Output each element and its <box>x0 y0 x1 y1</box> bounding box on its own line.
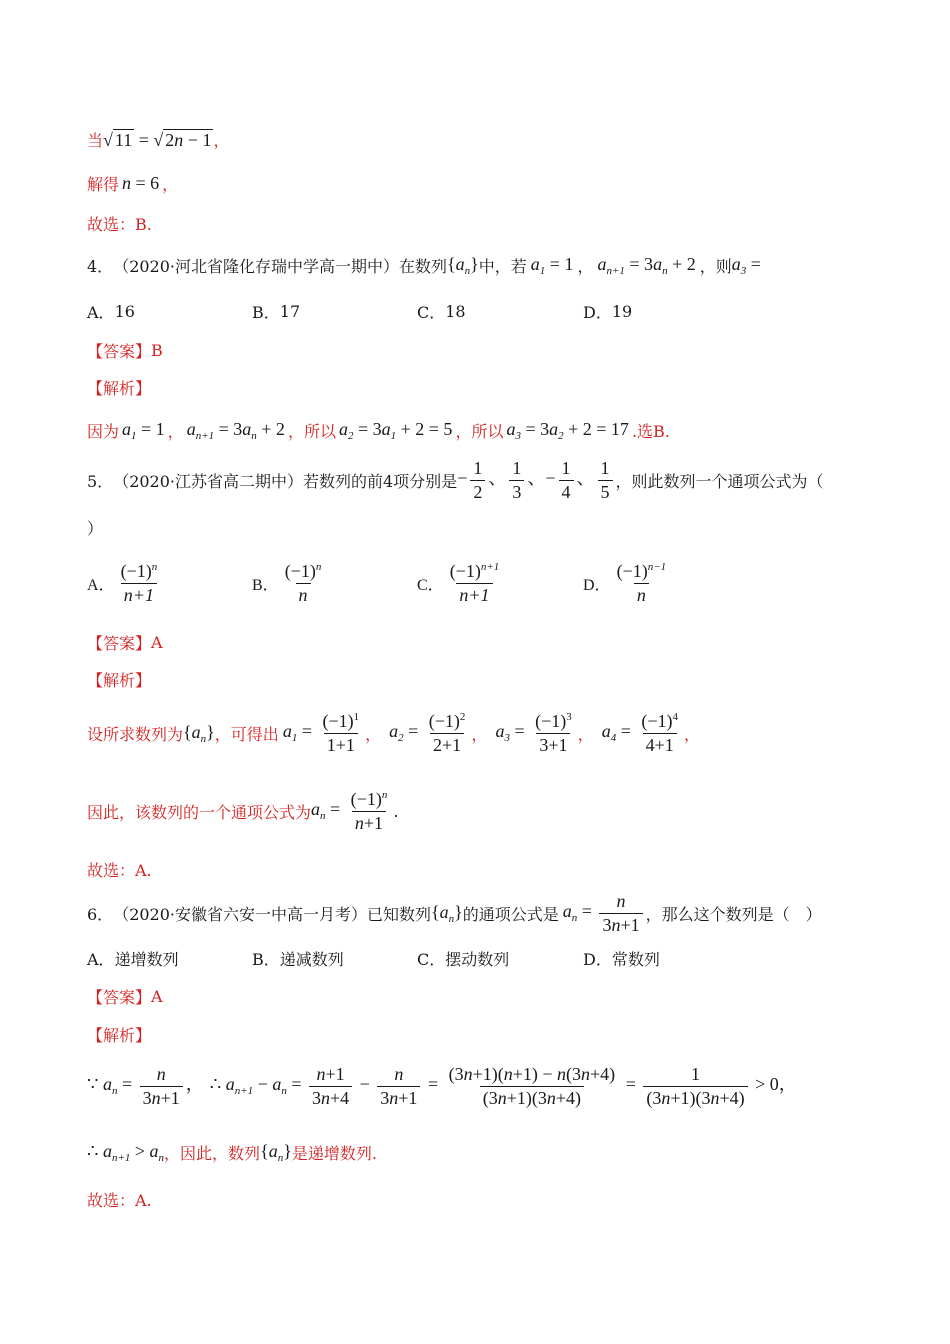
q4-stem: 4． （2020·河北省隆化存瑞中学高一期中）在数列 $\{a_n\}$ 中，若 $a_1 = 1$ ， $a_{n+1} = 3a_n + 2$ ，则 $a_3$ = <box>87 254 761 277</box>
q4-recurrence: $a_{n+1} = 3a_n + 2$ <box>597 254 696 277</box>
q6-conclusion: 故选：A. <box>87 1191 152 1210</box>
q4-option-c[interactable]: C． 18 <box>417 302 466 322</box>
q5-terms: − $\frac{1}{2}$ 、 $\frac{1}{3}$ 、− $\frac{1}{4}$ 、 $\frac{1}{5}$ <box>457 457 615 503</box>
q5-option-d[interactable]: D． $\frac{(-1)^{n-1}}{n}$ <box>583 561 667 605</box>
q4-then: ，则 <box>699 257 732 276</box>
q5-analysis-line-1: 设所求数列为 $\{a_n\}$ ，可得出 $a_1$ = $\frac{(-1)^1}{1+1}$ ， $a_2$ = $\frac{(-1)^2}{2+1}$ ， $a_3$ = $\frac{(-1)^3}{3+1}$ ， $a_4$ = $\frac{(-1)^4}{4+1}$ ， <box>87 711 701 755</box>
q6-option-c[interactable]: C． 摆动数列 <box>417 950 510 969</box>
q4-seq: $\{a_n\}$ <box>447 254 479 277</box>
q5-conclusion: 故选：A. <box>87 861 152 880</box>
q4-analysis-tag: 【解析】 <box>87 379 152 398</box>
q5-analysis-line-2: 因此，该数列的一个通项公式为 $a_n$ = $\frac{(-1)^n}{n+1}$ . <box>87 789 399 833</box>
q4-option-d[interactable]: D． 19 <box>583 302 633 322</box>
q3-line-2: 解得 n = 6 ， <box>87 173 179 194</box>
q3-solution: n = 6 <box>122 173 160 193</box>
q4-analysis: 因为 $a_1 = 1$ ， $a_{n+1} = 3a_n + 2$ ， 所以 $a_2 = 3a_1 + 2 = 5$ ， 所以 $a_3 = 3a_2 + 2 = 17$ .选B. <box>87 419 670 442</box>
q6-number: 6． <box>87 904 114 924</box>
q5-number: 5． <box>87 471 114 491</box>
q3-sqrt-equation: √ 11 = √ 2n − 1 <box>103 129 212 150</box>
q3-solve-label: 解得 <box>87 175 120 194</box>
q6-stem: 6． （2020·安徽省六安一中高一月考）已知数列 $\{a_n\}$ 的通项公式是 $a_n$ = $\frac{n}{3n+1}$ ，那么这个数列是（ ） <box>87 891 822 935</box>
q5-option-b[interactable]: B． $\frac{(-1)^n}{n}$ <box>252 561 322 605</box>
q5-option-c[interactable]: C． $\frac{(-1)^{n+1}}{n+1}$ <box>417 561 500 605</box>
q6-source: （2020·安徽省六安一中高一月考）已知数列 <box>113 904 431 924</box>
q5-analysis-tag: 【解析】 <box>87 671 152 690</box>
q6-option-b[interactable]: B． 递减数列 <box>252 950 344 969</box>
q6-option-a[interactable]: A． 递增数列 <box>87 950 179 969</box>
q4-option-a[interactable]: A． 16 <box>87 302 135 322</box>
q4-cond-1: $a_1 = 1$ <box>530 254 574 277</box>
q5-stem-close: ） <box>87 519 104 538</box>
q3-line-1: 当 √ 11 = √ 2n − 1 ， <box>87 129 230 150</box>
q4-mid: 中，若 <box>478 257 527 276</box>
q3-conclusion: 故选：B. <box>87 215 152 234</box>
q4-target: $a_3$ = <box>731 254 761 277</box>
q6-answer: 【答案】 A <box>87 987 163 1007</box>
q5-answer: 【答案】 A <box>87 633 163 653</box>
q5-option-a[interactable]: A． $\frac{(-1)^n}{n+1}$ <box>87 561 158 605</box>
q4-number: 4． <box>87 257 114 276</box>
q5-stem: 5． （2020·江苏省高二期中）若数列的前4项分别是 − $\frac{1}{2}$ 、 $\frac{1}{3}$ 、− $\frac{1}{4}$ 、 $\frac{1}{5}$ ，则此数列一个通项公式为（ <box>87 458 824 502</box>
q4-source: （2020·河北省隆化存瑞中学高一期中）在数列 <box>113 257 447 276</box>
q5-source: （2020·江苏省高二期中）若数列的前4项分别是 <box>113 471 458 491</box>
q6-analysis-line-1: ∵ $a_n$ = $\frac{n}{3n+1}$ ， ∴ $a_{n+1} - a_n$ = $\frac{n+1}{3n+4}$ − $\frac{n}{3n+1}$ = $\frac{(3n+1)(n+1) - n(3n+4)}{(3n+1)(3n+4)}$ = $\frac{1}{(3n+1)(3n+4)}$ > 0， <box>87 1064 797 1108</box>
q6-option-d[interactable]: D． 常数列 <box>583 950 660 969</box>
q6-analysis-tag: 【解析】 <box>87 1026 152 1045</box>
q3-when-label: 当 <box>87 131 104 150</box>
q6-analysis-line-2: ∴ $a_{n+1} > a_n$ ，因此，数列 $\{a_n\}$ 是递增数列. <box>87 1141 377 1164</box>
q4-option-b[interactable]: B． 17 <box>252 302 301 322</box>
q4-answer: 【答案】 B <box>87 341 163 361</box>
